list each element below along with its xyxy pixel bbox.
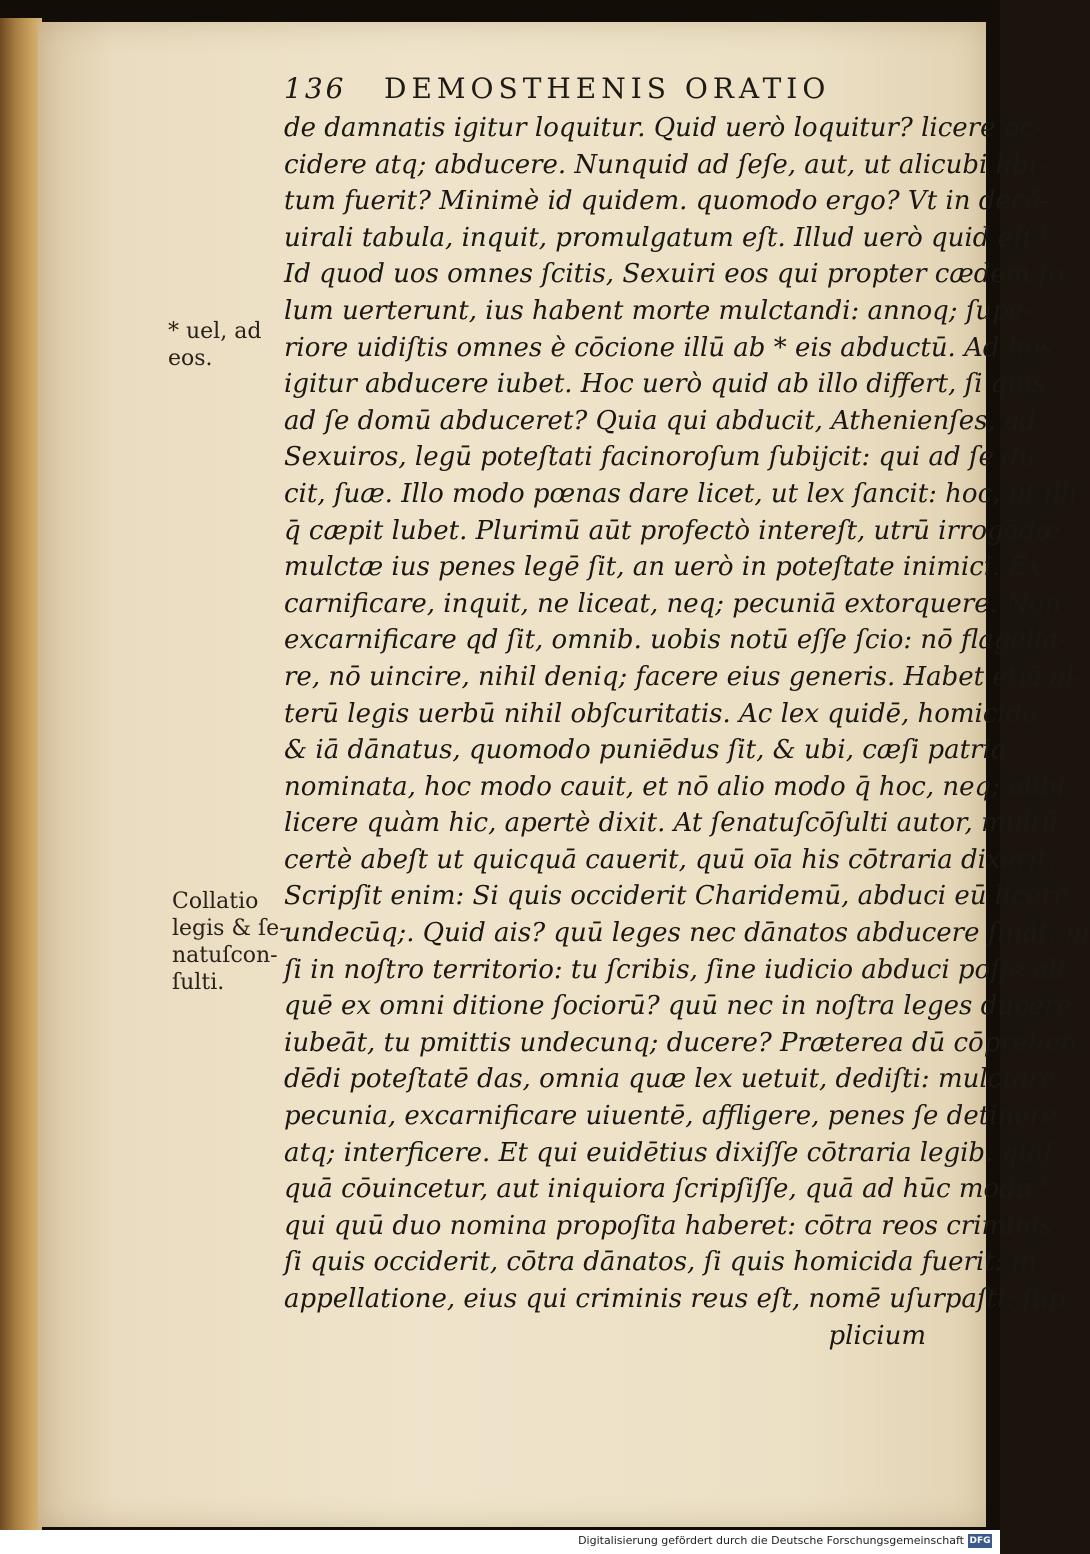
page-header: [284, 72, 904, 112]
margin-note-line: eos.: [168, 346, 213, 371]
text-line: pecunia, excarnificare uiuentē, affligere, penes ſe detinere,: [284, 1101, 1066, 1132]
body-text: [284, 110, 1090, 1354]
text-line: lum uerterunt, ius habent morte mulctandi: annoq; ſupe-: [284, 295, 1033, 326]
text-line: ad ſe domū abduceret? Quia qui abducit, Athenienſes, ad: [284, 405, 1037, 436]
text-line: terū legis uerbū nihil obſcuritatis. Ac lex quidē, homicida: [284, 698, 1038, 729]
text-line: licere quàm hic, apertè dixit. At ſenatuſcōſulti autor, multū: [284, 808, 1058, 839]
digitization-footer: [0, 1530, 1000, 1554]
text-line: Id quod uos omnes ſcitis, Sexuiri eos qui propter cædem ſo: [284, 259, 1064, 290]
text-line: iubeāt, tu pmittis undecunq; ducere? Præterea dū cōprehen: [284, 1027, 1078, 1058]
page-edge: [0, 18, 42, 1530]
text-line: ſi in noſtro territorio: tu ſcribis, ſine iudicio abduci poſſe ali: [284, 954, 1066, 985]
margin-note-variant: [168, 318, 278, 372]
text-line: de damnatis igitur loquitur. Quid uerò loquitur? licere oc-: [284, 113, 1043, 143]
text-line: carnificare, inquit, ne liceat, neq; pecuniā extorquere. Non: [284, 588, 1062, 619]
margin-note-line: Collatio: [172, 889, 259, 914]
text-line: ſi quis occiderit, cōtra dānatos, ſi quis homicida fuerit: in: [284, 1247, 1037, 1278]
text-line: mulctæ ius penes legē ſit, an uerò in poteſtate inimici. Ex-: [284, 552, 1051, 583]
text-line: cit, ſuæ. Illo modo pœnas dare licet, ut lex ſancit: hoc, ut illi: [284, 478, 1078, 509]
text-line: Sexuiros, legū poteſtati facinoroſum ſubijcit: qui ad ſe du-: [284, 442, 1045, 473]
text-line: dēdi poteſtatē das, omnia quæ lex uetuit, dediſti: mulctare: [284, 1064, 1056, 1095]
page-number: 136: [284, 72, 347, 105]
text-line: undecūq;. Quid ais? quū leges nec dānatos abducere ſināt, ni: [284, 918, 1090, 949]
text-line: atq; interficere. Et qui euidētius dixiſſe cōtraria legib. quiſ: [284, 1137, 1053, 1168]
margin-note-line: * uel, ad: [168, 319, 262, 344]
text-line: riore uidiſtis omnes è cōcione illū ab * eis abductū. Ad hos: [284, 332, 1054, 363]
text-line: appellatione, eius qui criminis reus eſt, nomē uſurpaſti: ſup: [284, 1284, 1066, 1314]
text-line: quē ex omni ditione ſociorū? quū nec in noſtra leges ducere: [284, 991, 1072, 1022]
text-line: cidere atq; abducere. Nunquid ad ſeſe, aut, ut alicubi libi-: [284, 149, 1046, 180]
running-head: DEMOSTHENIS ORATIO: [384, 72, 831, 105]
text-line: Scripſit enim: Si quis occiderit Charidemū, abduci eū licere: [284, 881, 1070, 912]
catchword: plicium: [828, 1320, 926, 1351]
text-line: uirali tabula, inquit, promulgatum eſt. Illud uerò quid eſt?: [284, 222, 1048, 253]
text-line: quā cōuincetur, aut iniquiora ſcripſiſſe, quā ad hūc modū?: [284, 1174, 1047, 1205]
text-line: igitur abducere iubet. Hoc uerò quid ab illo differt, ſi quis: [284, 369, 1046, 400]
text-line: qui quū duo nomina propoſita haberet: cōtra reos criminis,: [284, 1210, 1062, 1241]
text-line: re, nō uincire, nihil deniq; facere eius generis. Habet etiā al-: [284, 661, 1083, 692]
margin-note-collatio: [172, 888, 287, 996]
text-line: nominata, hoc modo cauit, et nō alio modo q̄ hoc, neq; alibi: [284, 771, 1066, 802]
text-line: certè abeſt ut quicquā cauerit, quū oīa his cōtraria dixerit.: [284, 844, 1056, 875]
margin-note-line: ſulti.: [172, 970, 225, 995]
text-line: tum fuerit? Minimè id quidem. quomodo ergo? Vt in decē-: [284, 186, 1050, 217]
margin-note-line: natuſcon-: [172, 943, 278, 968]
text-line: excarnificare qd ſit, omnib. uobis notū eſſe ſcio: nō flagella-: [284, 625, 1067, 656]
dfg-logo-icon: DFG: [969, 1536, 991, 1546]
footer-credit: Digitalisierung gefördert durch die Deutsche Forschungsgemeinschaft: [578, 1534, 964, 1547]
text-line: q̄ cæpit lubet. Plurimū aūt profectò intereſt, utrū irrogādæ: [284, 515, 1061, 546]
text-line: & iā dānatus, quomodo puniēdus ſit, & ubi, cæſi patria: [284, 735, 1007, 766]
margin-note-line: legis & ſe-: [172, 916, 287, 941]
